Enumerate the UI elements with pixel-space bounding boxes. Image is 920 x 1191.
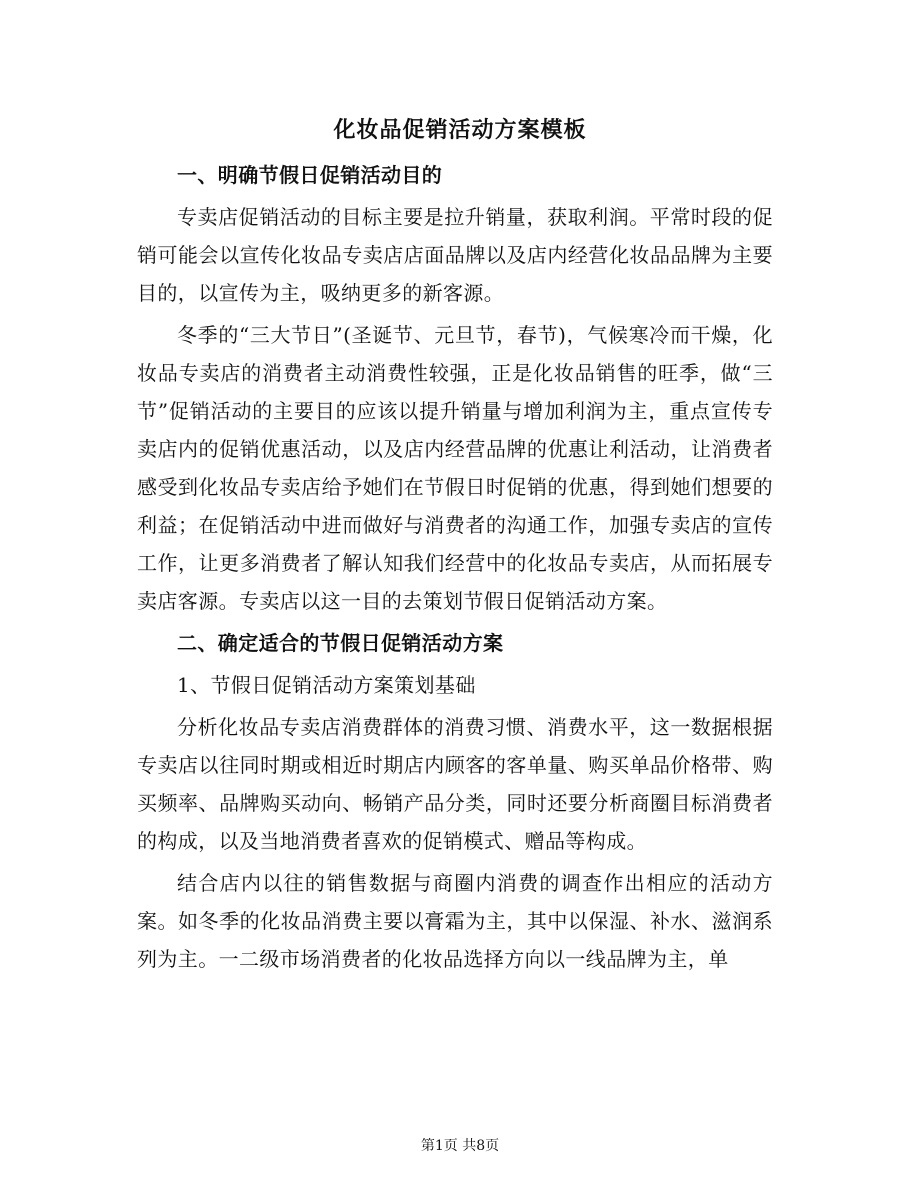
subheading-1: 1、节假日促销活动方案策划基础 [177,673,476,697]
paragraph-2: 冬季的“三大节日”(圣诞节、元旦节，春节)，气候寒冷而干燥，化妆品专卖店的消费者主动消费性较强，正是化妆品销售的旺季，做“三节”促销活动的主要目的应该以提升销量与增加利润为主，重点宣传专卖店内的促销优惠活动，以及店内经营品牌的优惠让利活动，让消费者感受到化妆品专卖店给予她们在节假日时促销的优惠，得到她们想要的利益；在促销活动中进而做好与消费者的沟通工作，加强专卖店的宣传工作，让更多消费者了解认知我们经营中的化妆品专卖店，从而拓展专卖店客源。专卖店以这一目的去策划节假日促销活动方案。 [137,323,773,613]
paragraph-1: 专卖店促销活动的目标主要是拉升销量，获取利润。平常时段的促销可能会以宣传化妆品专卖店店面品牌以及店内经营化妆品品牌为主要目的，以宣传为主，吸纳更多的新客源。 [137,205,773,305]
paragraph-3: 分析化妆品专卖店消费群体的消费习惯、消费水平，这一数据根据专卖店以往同时期或相近时期店内顾客的客单量、购买单品价格带、购买频率、品牌购买动向、畅销产品分类，同时还要分析商圈目标消费者的构成，以及当地消费者喜欢的促销模式、赠品等构成。 [137,715,773,853]
document-body [137,156,773,982]
page-footer: 第1页 共8页 [420,1138,500,1154]
paragraph-4: 结合店内以往的销售数据与商圈内消费的调查作出相应的活动方案。如冬季的化妆品消费主要以膏霜为主，其中以保湿、补水、滋润系列为主。一二级市场消费者的化妆品选择方向以一线品牌为主，单 [137,871,773,971]
section-heading-1: 一、明确节假日促销活动目的 [177,163,443,187]
section-heading-2: 二、确定适合的节假日促销活动方案 [177,631,504,655]
page-title: 化妆品促销活动方案模板 [333,117,587,143]
